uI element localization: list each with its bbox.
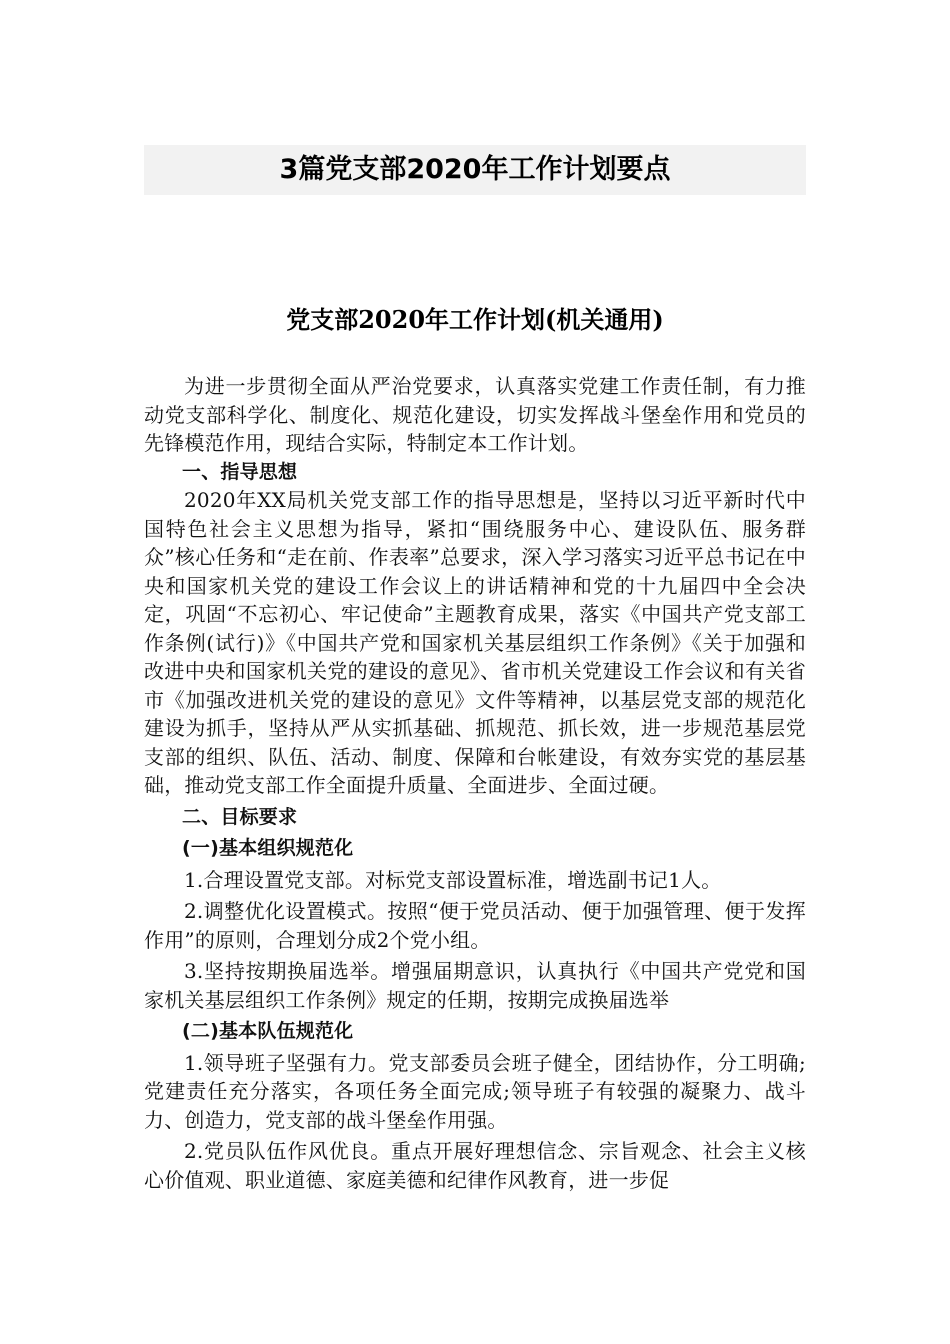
- section-heading: 一、指导思想: [182, 460, 298, 483]
- list-item: 2.党员队伍作风优良。重点开展好理想信念、宗旨观念、社会主义核心价值观、职业道德、家庭美德和纪律作风教育，进一步促: [144, 1139, 806, 1192]
- document-body: [144, 372, 806, 1194]
- list-item: 2.调整优化设置模式。按照“便于党员活动、便于加强管理、便于发挥作用”的原则，合理划分成2个党小组。: [144, 899, 806, 952]
- paragraph-guiding-thought: 2020年XX局机关党支部工作的指导思想是，坚持以习近平新时代中国特色社会主义思想为指导，紧扣“围绕服务中心、建设队伍、服务群众”核心任务和“走在前、作表率”总要求，深入学习落实习近平总书记在中央和国家机关党的建设工作会议上的讲话精神和党的十九届四中全会决定，巩固“不忘初心、牢记使命”主题教育成果，落实《中国共产党支部工作条例(试行)》《中国共产党和国家机关基层组织工作条例》《关于加强和改进中央和国家机关党的建设的意见》、省市机关党建设工作会议和有关省市《加强改进机关党的建设的意见》文件等精神，以基层党支部的规范化建设为抓手，坚持从严从实抓基础、抓规范、抓长效，进一步规范基层党支部的组织、队伍、活动、制度、保障和台帐建设，有效夯实党的基层基础，推动党支部工作全面提升质量、全面进步、全面过硬。: [144, 488, 806, 797]
- section-heading: 二、目标要求: [182, 805, 298, 828]
- subsection-heading: (二)基本队伍规范化: [182, 1020, 354, 1042]
- list-item: 1.合理设置党支部。对标党支部设置标准，增选副书记1人。: [184, 867, 722, 892]
- document-subtitle: 党支部2020年工作计划(机关通用): [286, 305, 664, 334]
- paragraph-intro: 为进一步贯彻全面从严治党要求，认真落实党建工作责任制，有力推动党支部科学化、制度化、规范化建设，切实发挥战斗堡垒作用和党员的先锋模范作用，现结合实际，特制定本工作计划。: [144, 374, 806, 455]
- document-title: 3篇党支部2020年工作计划要点: [279, 154, 671, 185]
- list-item: 3.坚持按期换届选举。增强届期意识，认真执行《中国共产党党和国家机关基层组织工作条例》规定的任期，按期完成换届选举: [144, 959, 806, 1012]
- subsection-heading: (一)基本组织规范化: [182, 837, 354, 859]
- list-item: 1.领导班子坚强有力。党支部委员会班子健全，团结协作，分工明确;党建责任充分落实，各项任务全面完成;领导班子有较强的凝聚力、战斗力、创造力，党支部的战斗堡垒作用强。: [144, 1050, 806, 1132]
